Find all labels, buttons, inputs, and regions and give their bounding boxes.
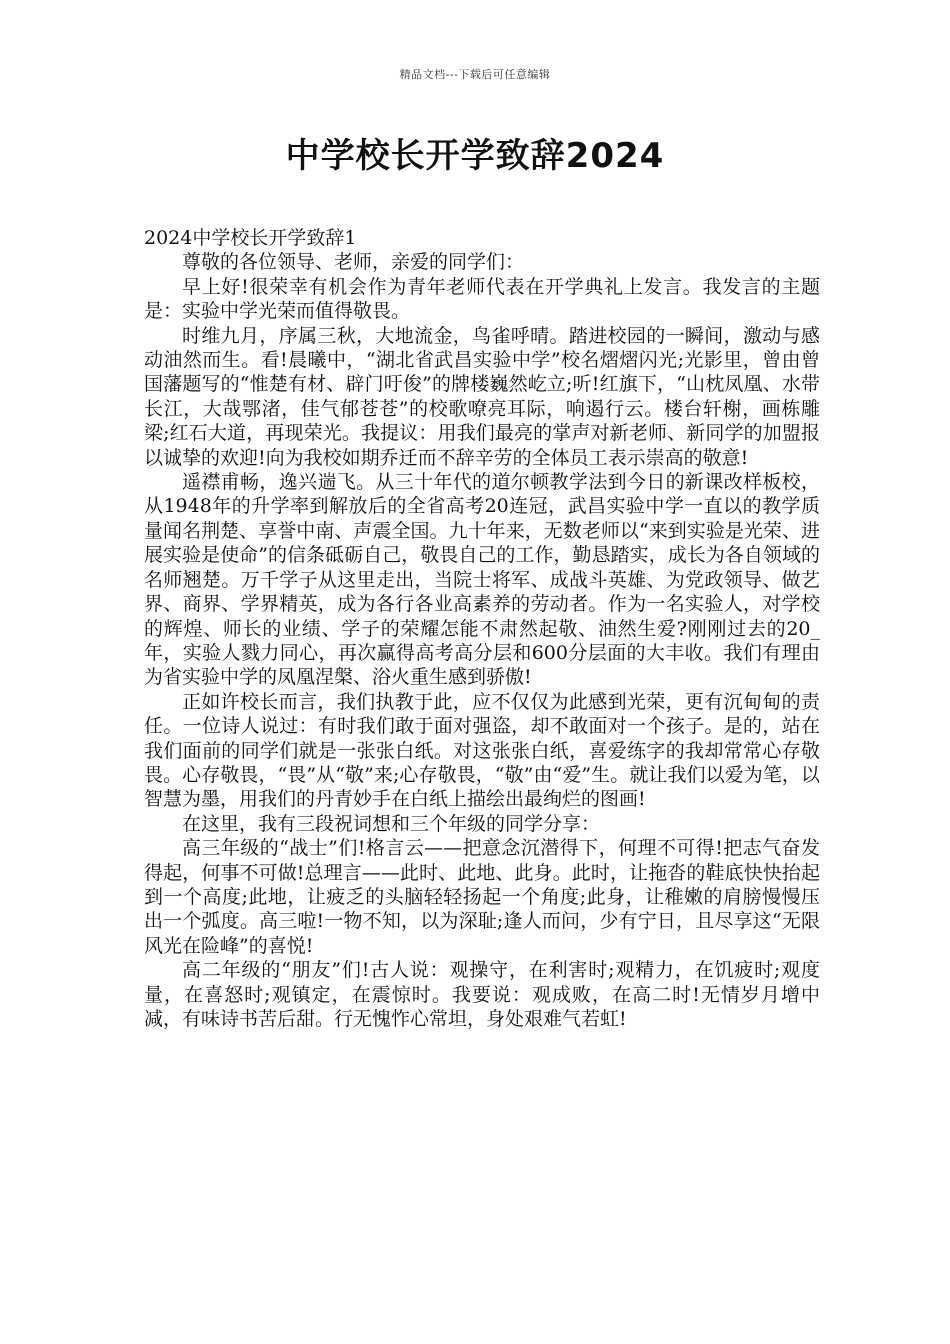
paragraph-intro: 早上好!很荣幸有机会作为青年老师代表在开学典礼上发言。我发言的主题是：实验中学光荣而值得敬畏。 xyxy=(144,275,820,323)
paragraph-grade-two: 高二年级的“朋友”们!古人说：观操守，在利害时;观精力，在饥疲时;观度量，在喜怒时;观镇定，在震惊时。我要说：观成败，在高二时!无情岁月增中减，有味诗书苦后甜。行无愧怍心常坦，身处艰难气若虹! xyxy=(144,959,820,1030)
paragraph-campus: 时维九月，序属三秋，大地流金，鸟雀呼晴。踏进校园的一瞬间，激动与感动油然而生。看!晨曦中，“湖北省武昌实验中学”校名熠熠闪光;光影里，曾由曾国藩题写的“惟楚有材、辟门吁俊”的牌楼巍然屹立;听!红旗下，“山枕凤凰、水带长江，大哉鄂渚，佳气郁苍苍”的校歌嘹亮耳际，响遏行云。楼台轩榭，画栋雕梁;红石大道，再现荣光。我提议：用我们最亮的掌声对新老师、新同学的加盟报以诚挚的欢迎!向为我校如期乔迁而不辞辛劳的全体员工表示崇高的敬意! xyxy=(144,324,820,469)
document-body xyxy=(144,226,820,1031)
header-note: 精品文档---下载后可任意编辑 xyxy=(399,68,551,81)
paragraph-responsibility: 正如许校长而言，我们执教于此，应不仅仅为此感到光荣，更有沉甸甸的责任。一位诗人说过：有时我们敢于面对强盗，却不敢面对一个孩子。是的，站在我们面前的同学们就是一张张白纸。对这张张白纸，喜爱练字的我却常常心存敬畏。心存敬畏，“畏”从“敬”来;心存敬畏，“敬”由“爱”生。就让我们以爱为笔，以智慧为墨，用我们的丹青妙手在白纸上描绘出最绚烂的图画! xyxy=(144,690,820,811)
section-subtitle: 2024中学校长开学致辞1 xyxy=(144,227,357,249)
paragraph-greeting: 尊敬的各位领导、老师，亲爱的同学们： xyxy=(182,251,525,274)
paragraph-grade-three: 高三年级的“战士”们!格言云——把意念沉潜得下，何理不可得!把志气奋发得起，何事不可做!总理言——此时、此地、此身。此时，让拖沓的鞋底快快抬起到一个高度;此地，让疲乏的头脑轻轻扬起一个角度;此身，让稚嫩的肩膀慢慢压出一个弧度。高三啦!一物不知，以为深耻;逢人而问，少有宁日，且尽享这“无限风光在险峰”的喜悦! xyxy=(144,837,820,957)
page-title: 中学校长开学致辞2024 xyxy=(285,136,665,176)
paragraph-wishes-intro: 在这里，我有三段祝词想和三个年级的同学分享： xyxy=(182,812,601,835)
paragraph-history: 遥襟甫畅，逸兴遄飞。从三十年代的道尔顿教学法到今日的新课改样板校，从1948年的升学率到解放后的全省高考20连冠，武昌实验中学一直以的教学质量闻名荆楚、享誉中南、声震全国。九十年来，无数老师以“来到实验是光荣、进展实验是使命”的信条砥砺自己，敬畏自己的工作，勤恳踏实，成长为各自领域的名师翘楚。万千学子从这里走出，当院士将军、成战斗英雄、为党政领导、做艺界、商界、学界精英，成为各行各业高素养的劳动者。作为一名实验人，对学校的辉煌、师长的业绩、学子的荣耀怎能不肃然起敬、油然生爱?刚刚过去的20_年，实验人戮力同心，再次赢得高考高分层和600分层面的大丰收。我们有理由为省实验中学的凤凰涅槃、浴火重生感到骄傲! xyxy=(144,471,820,689)
